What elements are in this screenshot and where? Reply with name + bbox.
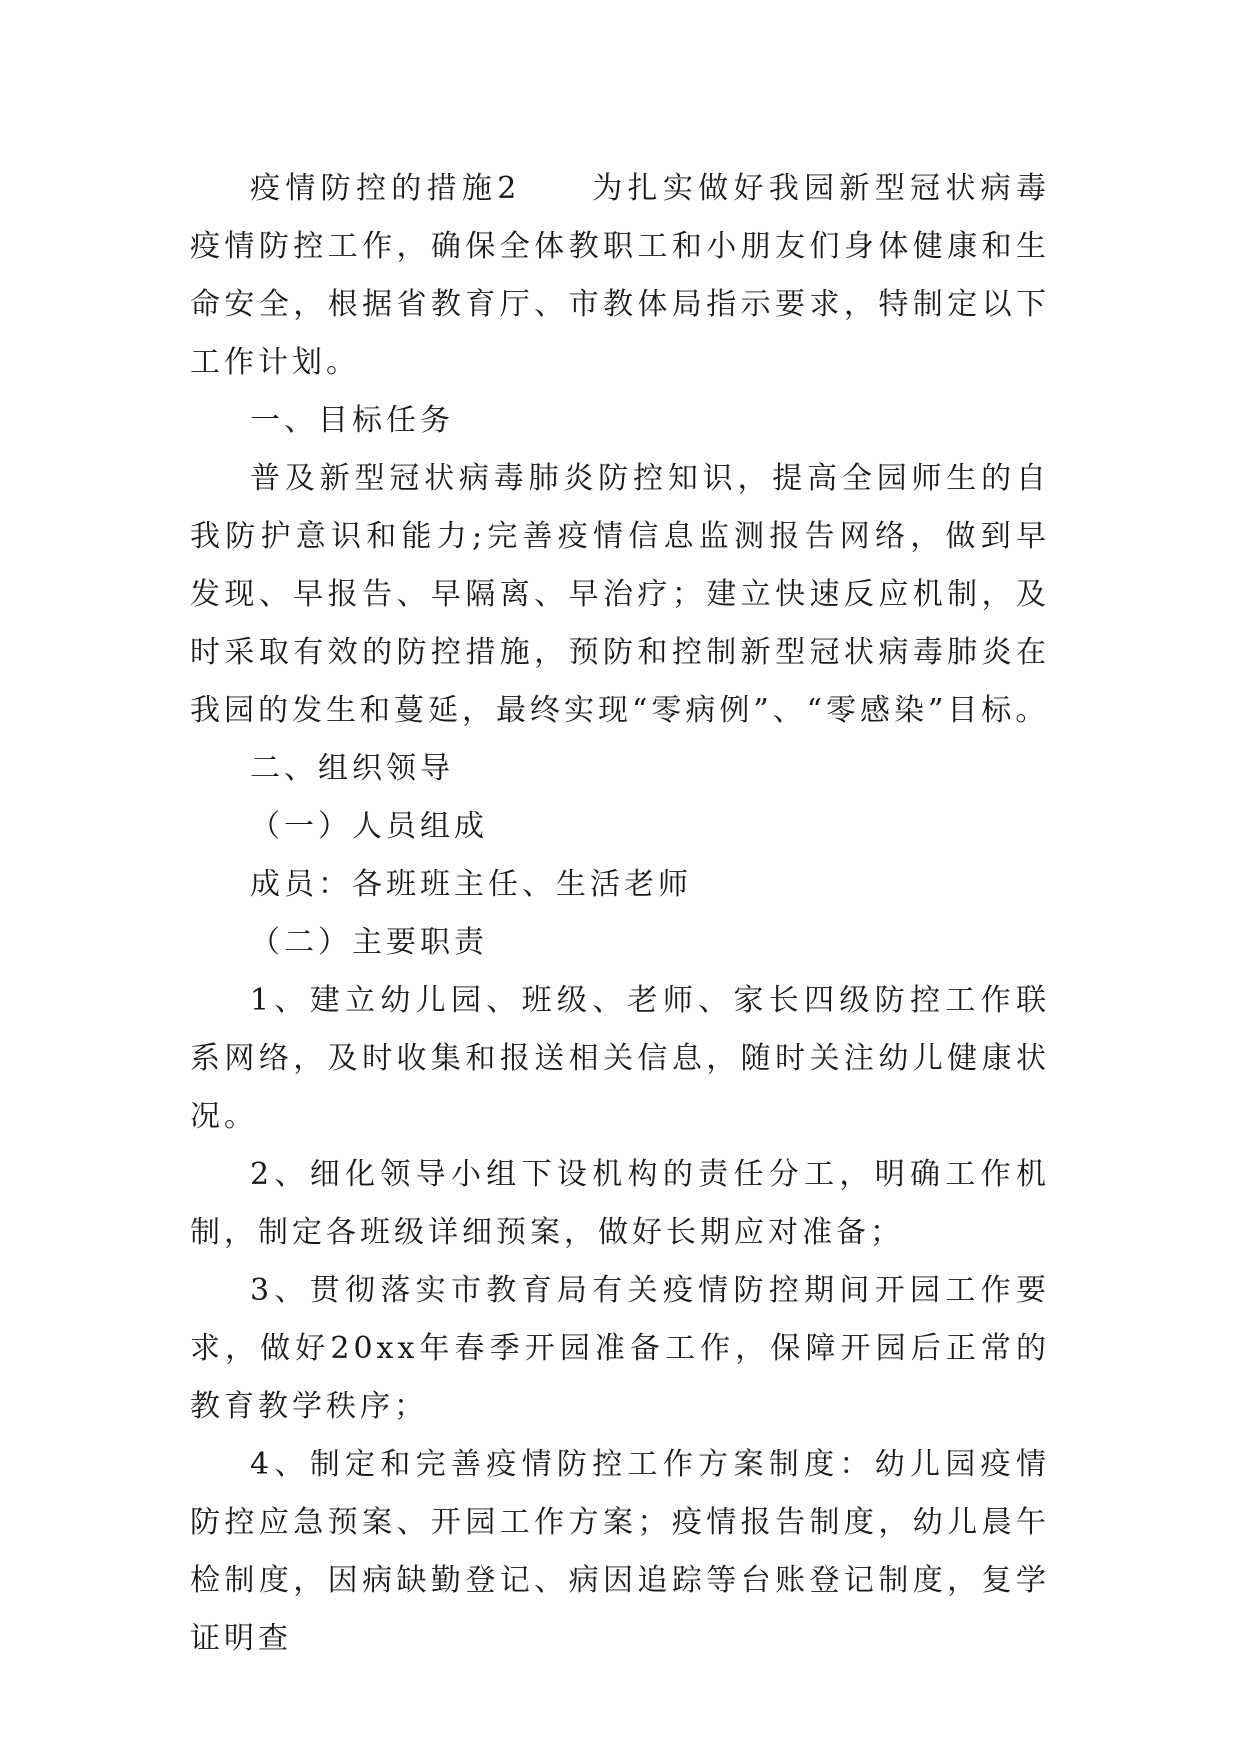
section-1-title: 一、目标任务 — [250, 403, 454, 438]
document-body — [190, 160, 1050, 1668]
members-line: 成员：各班班主任、生活老师 — [250, 867, 692, 902]
intro-paragraph: 疫情防控的措施2 为扎实做好我园新型冠状病毒疫情防控工作，确保全体教职工和小朋友们身体健康和生命安全，根据省教育厅、市教体局指示要求，特制定以下工作计划。 — [190, 171, 1050, 380]
duty-item-1: 1、建立幼儿园、班级、老师、家长四级防控工作联系网络，及时收集和报送相关信息，随时关注幼儿健康状况。 — [190, 983, 1050, 1134]
subsection-1-title: （一）人员组成 — [250, 809, 488, 844]
duty-item-4: 4、制定和完善疫情防控工作方案制度：幼儿园疫情防控应急预案、开园工作方案；疫情报告制度，幼儿晨午检制度，因病缺勤登记、病因追踪等台账登记制度，复学证明查 — [190, 1447, 1050, 1656]
section-1-body: 普及新型冠状病毒肺炎防控知识，提高全园师生的自我防护意识和能力;完善疫情信息监测报告网络，做到早发现、早报告、早隔离、早治疗；建立快速反应机制，及时采取有效的防控措施，预防和控制新型冠状病毒肺炎在我园的发生和蔓延，最终实现“零病例”、“零感染”目标。 — [190, 461, 1050, 728]
duty-item-2: 2、细化领导小组下设机构的责任分工，明确工作机制，制定各班级详细预案，做好长期应对准备； — [190, 1157, 1050, 1250]
subsection-2-title: （二）主要职责 — [250, 925, 488, 960]
duty-item-3: 3、贯彻落实市教育局有关疫情防控期间开园工作要求，做好20xx年春季开园准备工作，保障开园后正常的教育教学秩序； — [190, 1273, 1050, 1424]
section-2-title: 二、组织领导 — [250, 751, 454, 786]
